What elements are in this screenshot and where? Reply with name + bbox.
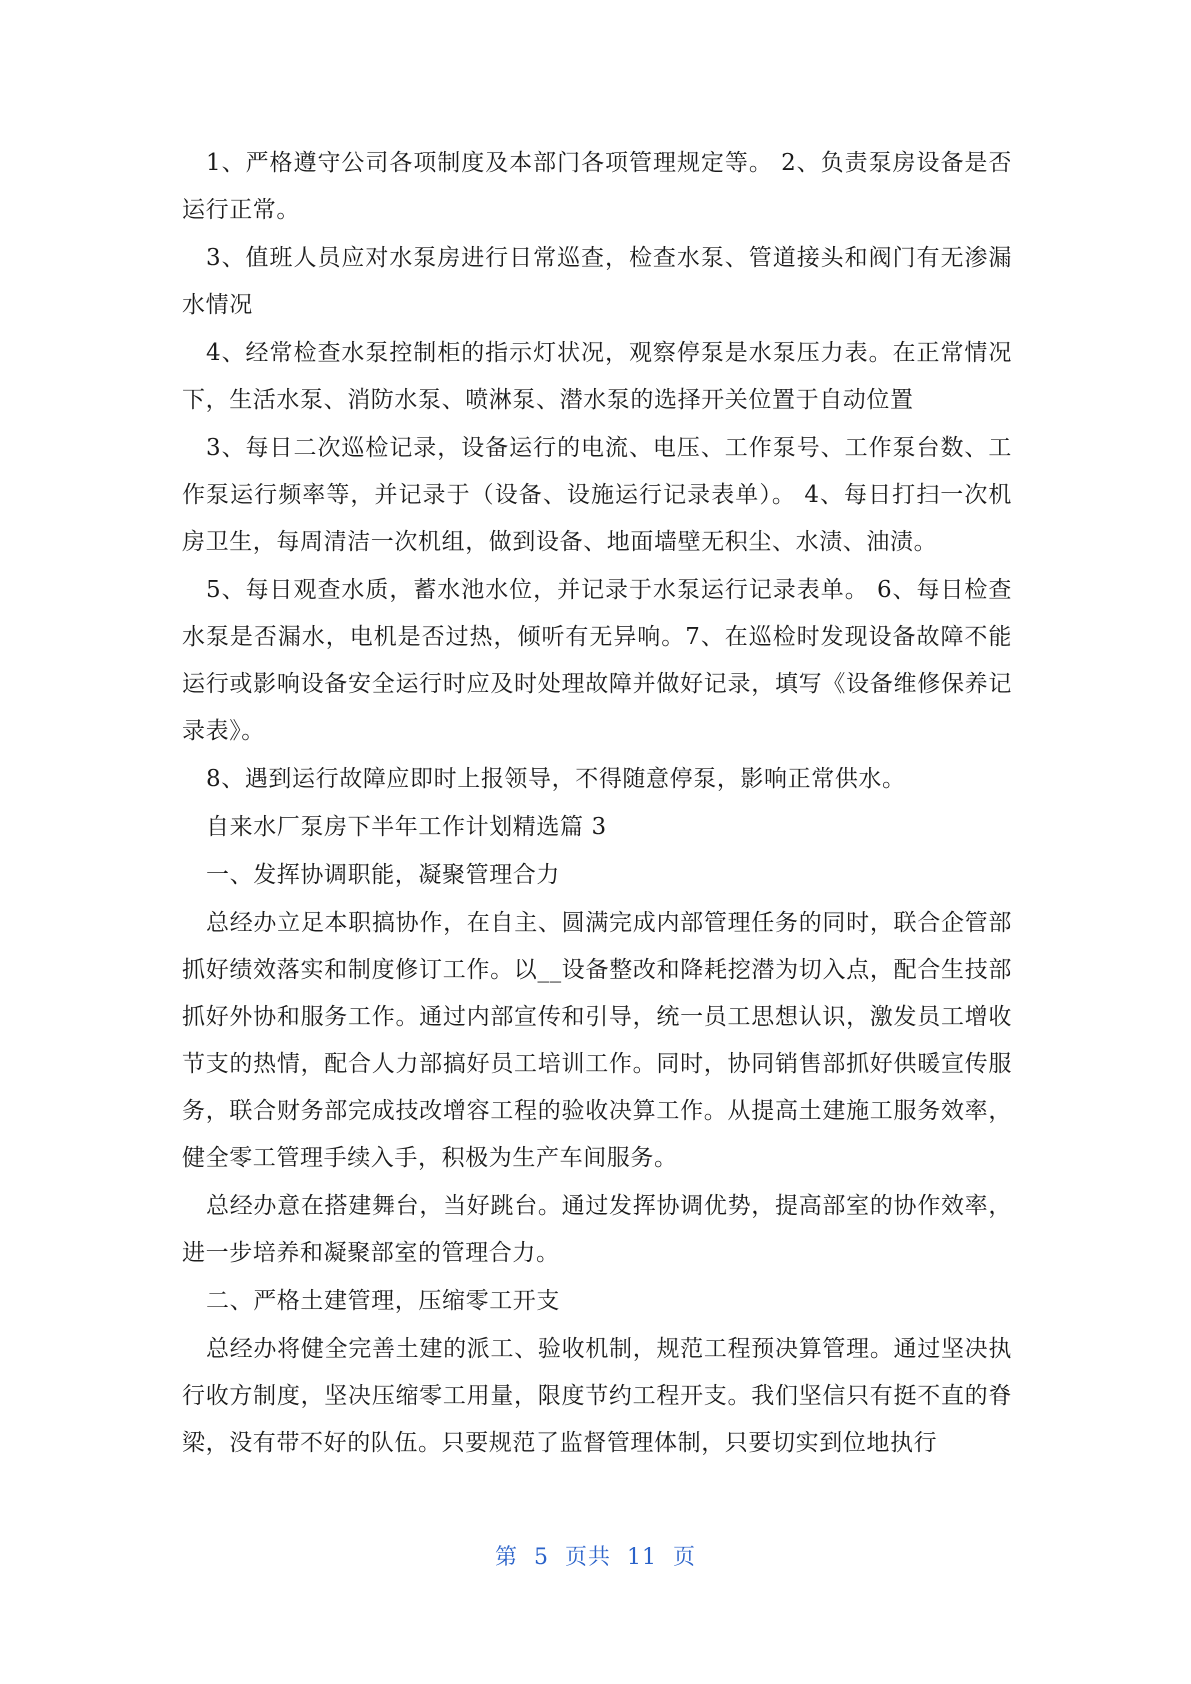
page-footer xyxy=(0,1540,1191,1571)
heading-1: 一、发挥协调职能，凝聚管理合力 xyxy=(206,862,560,888)
paragraph-5: 5、每日观查水质，蓄水池水位，并记录于水泵运行记录表单。 6、每日检查水泵是否漏水，电机是否过热，倾听有无异响。7、在巡检时发现设备故障不能运行或影响设备安全运行时应及时处理故障并做好记录，填写《设备维修保养记录表》。 xyxy=(182,577,1012,744)
paragraph-3: 4、经常检查水泵控制柜的指示灯状况，观察停泵是水泵压力表。在正常情况下，生活水泵、消防水泵、喷淋泵、潜水泵的选择开关位置于自动位置 xyxy=(182,340,1012,413)
document-body xyxy=(182,140,1012,1468)
paragraph-9: 总经办将健全完善土建的派工、验收机制，规范工程预决算管理。通过坚决执行收方制度，坚决压缩零工用量，限度节约工程开支。我们坚信只有挺不直的脊梁，没有带不好的队伍。只要规范了监督管理体制，只要切实到位地执行 xyxy=(182,1336,1012,1456)
section-title: 自来水厂泵房下半年工作计划精选篇 3 xyxy=(206,814,607,840)
paragraph-4: 3、每日二次巡检记录，设备运行的电流、电压、工作泵号、工作泵台数、工作泵运行频率等，并记录于（设备、设施运行记录表单）。 4、每日打扫一次机房卫生，每周清洁一次机组，做到设备、地面墙壁无积尘、水渍、油渍。 xyxy=(182,435,1012,555)
footer-current-page: 5 xyxy=(533,1545,549,1570)
footer-total-pages: 11 xyxy=(627,1545,657,1570)
heading-2: 二、严格土建管理，压缩零工开支 xyxy=(206,1288,560,1314)
paragraph-2: 3、值班人员应对水泵房进行日常巡查，检查水泵、管道接头和阀门有无渗漏水情况 xyxy=(182,245,1012,318)
footer-suffix: 页 xyxy=(673,1545,697,1570)
footer-prefix: 第 xyxy=(494,1545,518,1570)
paragraph-7: 总经办立足本职搞协作，在自主、圆满完成内部管理任务的同时，联合企管部抓好绩效落实和制度修订工作。以__设备整改和降耗挖潜为切入点，配合生技部抓好外协和服务工作。通过内部宣传和引导，统一员工思想认识，激发员工增收节支的热情，配合人力部搞好员工培训工作。同时，协同销售部抓好供暖宣传服务，联合财务部完成技改增容工程的验收决算工作。从提高土建施工服务效率，健全零工管理手续入手，积极为生产车间服务。 xyxy=(182,910,1012,1171)
footer-middle: 页共 xyxy=(564,1545,611,1570)
paragraph-6: 8、遇到运行故障应即时上报领导，不得随意停泵，影响正常供水。 xyxy=(206,766,906,792)
paragraph-1: 1、严格遵守公司各项制度及本部门各项管理规定等。 2、负责泵房设备是否运行正常。 xyxy=(182,150,1012,223)
paragraph-8: 总经办意在搭建舞台，当好跳台。通过发挥协调优势，提高部室的协作效率，进一步培养和凝聚部室的管理合力。 xyxy=(182,1193,1012,1266)
